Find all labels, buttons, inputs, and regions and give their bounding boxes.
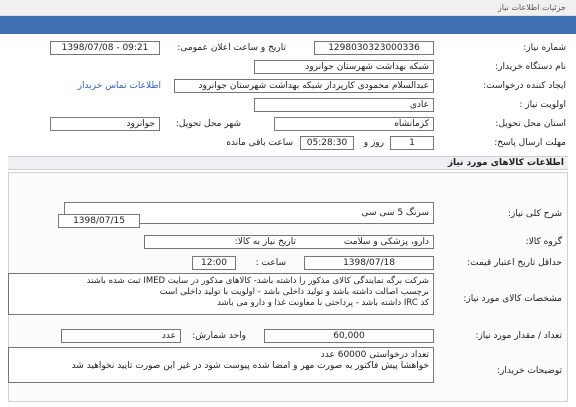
price-validity-label: حداقل تاریخ اعتبار قیمت:	[467, 258, 562, 268]
deadline-remaining-label: ساعت باقی مانده	[226, 138, 293, 148]
creator-field: عبدالسلام محمودی کارپرداز شبکه بهداشت شهرستان جوانرود	[174, 79, 434, 93]
need-number-field: 1298030323000336	[314, 41, 434, 55]
buyer-notes-field	[8, 347, 434, 383]
need-number-label: شماره نیاز:	[523, 43, 566, 53]
specs-field	[8, 273, 434, 315]
unit-label: واحد شمارش:	[192, 331, 246, 341]
goods-section-header	[8, 156, 568, 170]
price-validity-field: 1398/07/18	[304, 256, 434, 270]
quantity-field: 60,000	[264, 329, 434, 343]
deadline-days-field: 1	[390, 136, 434, 150]
creator-label: ایجاد کننده درخواست:	[483, 81, 566, 91]
need-date-label: تاریخ نیاز به کالا:	[234, 237, 296, 247]
goods-section-title: اطلاعات کالاهای مورد نیاز	[447, 158, 564, 168]
specs-line: برچسب اصالت داشته باشد و تولید داخلی باشد - اولویت با تولید داخلی است	[159, 287, 429, 297]
unit-field: عدد	[61, 329, 181, 343]
buyer-notes-label: توضیحات خریدار:	[496, 366, 562, 376]
deadline-label: مهلت ارسال پاسخ:	[494, 138, 566, 148]
specs-line: شرکت برگه نمایندگی کالای مذکور را داشته باشد- کالاهای مذکور در سایت IMED ثبت شده باشند	[86, 276, 429, 286]
notes-line: تعداد درخواستی 60000 عدد	[320, 350, 429, 360]
time-label: ساعت :	[255, 258, 286, 268]
deadline-days-unit: روز و	[363, 138, 384, 148]
top-bar	[0, 0, 576, 16]
page-title: جزئیات اطلاعات نیاز	[497, 3, 566, 12]
specs-label: مشخصات کالای مورد نیاز:	[463, 294, 562, 304]
announce-date-label: تاریخ و ساعت اعلان عمومی:	[177, 43, 286, 53]
deadline-time-field: 05:28:30	[300, 136, 354, 150]
buyer-org-label: نام دستگاه خریدار:	[495, 62, 566, 72]
time-field: 12:00	[192, 256, 236, 270]
notes-line: خواهشا پیش فاکتور به صورت مهر و امضا شده پیوست شود در غیر این صورت تایید نخواهید شد	[71, 361, 429, 371]
specs-line: کد IRC داشته باشد - پرداختی با معاونت غذا و دارو می باشد	[217, 298, 429, 308]
city-label: شهر محل تحویل:	[175, 119, 241, 129]
quantity-label: تعداد / مقدار مورد نیاز:	[475, 331, 562, 341]
goods-group-label: گروه کالا:	[525, 237, 562, 247]
priority-label: اولویت نیاز :	[519, 100, 566, 110]
province-field: کرمانشاه	[274, 117, 434, 131]
header-band	[0, 16, 576, 34]
buyer-contact-link[interactable]: اطلاعات تماس خریدار	[77, 81, 161, 91]
province-label: استان محل تحویل:	[495, 119, 566, 129]
goods-group-field: دارو، پزشکی و سلامت	[144, 235, 434, 249]
priority-field: عادی	[254, 98, 434, 112]
city-field: جوانرود	[50, 117, 160, 131]
need-date-field: 1398/07/15	[58, 214, 140, 228]
summary-field: سرنگ 5 سی سی	[64, 202, 434, 224]
buyer-org-field: شبکه بهداشت شهرستان جوانرود	[254, 60, 434, 74]
announce-date-field: 1398/07/08 - 09:21	[50, 41, 160, 55]
summary-label: شرح کلی نیاز:	[507, 209, 562, 219]
